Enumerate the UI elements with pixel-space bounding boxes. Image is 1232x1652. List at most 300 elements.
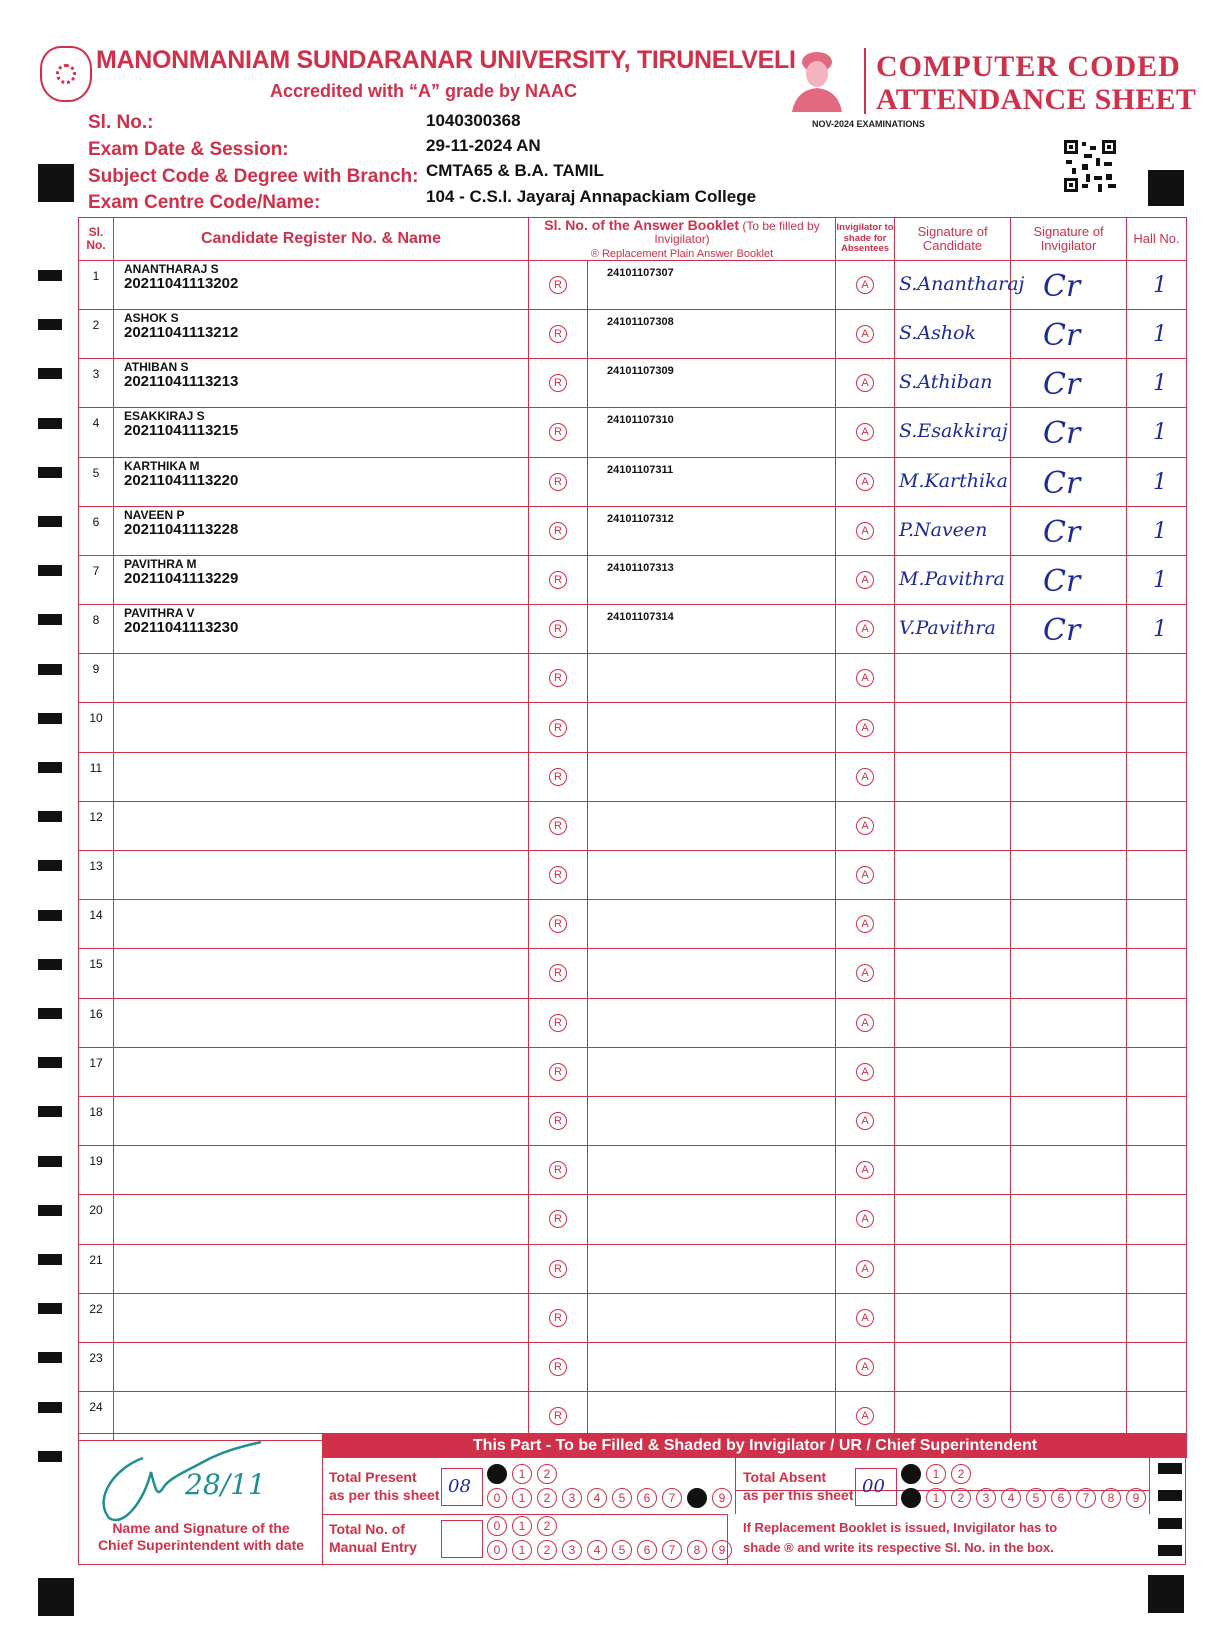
table-row xyxy=(79,949,1187,998)
invigilator-signature-cell xyxy=(1011,1342,1127,1391)
total-present-label-1: Total Present xyxy=(329,1469,417,1485)
replacement-bubble-cell xyxy=(529,1146,588,1195)
absent-bubble[interactable]: A xyxy=(856,1260,874,1278)
timing-mark xyxy=(38,1451,62,1462)
hall-cell xyxy=(1127,752,1187,801)
replacement-bubble[interactable]: R xyxy=(549,1161,567,1179)
absent-bubble[interactable]: A xyxy=(856,423,874,441)
total-absent-box[interactable] xyxy=(855,1468,897,1506)
timing-mark xyxy=(38,418,62,429)
row-candidate-cell xyxy=(114,1244,529,1293)
digit-bubble[interactable]: 9 xyxy=(712,1488,732,1508)
digit-bubble[interactable]: 0 xyxy=(487,1516,507,1536)
row-sl-cell xyxy=(79,752,114,801)
replacement-bubble[interactable]: R xyxy=(549,276,567,294)
attendance-table xyxy=(78,217,1187,1441)
hall-cell xyxy=(1127,949,1187,998)
booklet-cell xyxy=(588,998,836,1047)
digit-bubble[interactable]: 0 xyxy=(901,1464,921,1484)
replacement-bubble[interactable]: R xyxy=(549,1210,567,1228)
row-sl: 12 xyxy=(89,809,103,824)
digit-bubble[interactable]: 8 xyxy=(687,1488,707,1508)
digit-bubble[interactable]: 6 xyxy=(637,1540,657,1560)
booklet-cell xyxy=(588,1047,836,1096)
digit-bubble[interactable]: 0 xyxy=(487,1464,507,1484)
candidate-signature: P.Naveen xyxy=(899,518,988,541)
table-row xyxy=(79,1195,1187,1244)
candidate-signature-cell xyxy=(895,1342,1011,1391)
absent-bubble[interactable]: A xyxy=(856,473,874,491)
candidate-signature: S.Esakkiraj xyxy=(899,420,1008,443)
booklet-cell xyxy=(588,654,836,703)
replacement-bubble-cell xyxy=(529,359,588,408)
table-row xyxy=(79,900,1187,949)
absent-bubble[interactable]: A xyxy=(856,964,874,982)
candidate-signature-cell xyxy=(895,506,1011,555)
replacement-bubble[interactable]: R xyxy=(549,1309,567,1327)
candidate-name: ANANTHARAJ S xyxy=(124,261,219,276)
absent-bubble-cell xyxy=(836,408,895,457)
absent-bubble-cell xyxy=(836,1146,895,1195)
hall-cell xyxy=(1127,1146,1187,1195)
replacement-bubble[interactable]: R xyxy=(549,964,567,982)
absent-bubble-cell xyxy=(836,1293,895,1342)
absent-bubble[interactable]: A xyxy=(856,620,874,638)
row-sl: 5 xyxy=(92,465,100,480)
replacement-bubble[interactable]: R xyxy=(549,768,567,786)
digit-bubble[interactable]: 0 xyxy=(901,1488,921,1508)
invigilator-signature-cell xyxy=(1011,1293,1127,1342)
row-sl-cell xyxy=(79,359,114,408)
timing-mark xyxy=(38,1106,62,1117)
replacement-bubble-cell xyxy=(529,408,588,457)
booklet-cell xyxy=(588,359,836,408)
digit-bubble[interactable]: 2 xyxy=(537,1540,557,1560)
candidate-signature-cell xyxy=(895,555,1011,604)
row-sl-cell xyxy=(79,555,114,604)
digit-bubble[interactable]: 7 xyxy=(662,1488,682,1508)
total-present-label-2: as per this sheet xyxy=(329,1487,440,1503)
absent-bubble-cell xyxy=(836,260,895,309)
replacement-bubble[interactable]: R xyxy=(549,473,567,491)
absent-bubble[interactable]: A xyxy=(856,325,874,343)
absent-bubble[interactable]: A xyxy=(856,768,874,786)
invigilator-signature: Cr xyxy=(1043,268,1081,304)
replacement-bubble[interactable]: R xyxy=(549,1358,567,1376)
table-row xyxy=(79,801,1187,850)
manual-entry-box[interactable] xyxy=(441,1520,483,1558)
exam-session-label: NOV-2024 EXAMINATIONS xyxy=(812,119,925,129)
timing-mark xyxy=(38,1402,62,1413)
row-candidate-cell xyxy=(114,752,529,801)
table-row xyxy=(79,359,1187,408)
absent-units-bubbles xyxy=(901,1488,1146,1508)
replacement-bubble-cell xyxy=(529,457,588,506)
university-logo xyxy=(40,46,92,102)
absent-bubble-cell xyxy=(836,457,895,506)
invigilator-signature-cell xyxy=(1011,1195,1127,1244)
booklet-cell xyxy=(588,408,836,457)
table-row xyxy=(79,506,1187,555)
digit-bubble[interactable]: 1 xyxy=(512,1516,532,1536)
table-row xyxy=(79,851,1187,900)
row-sl-cell xyxy=(79,1195,114,1244)
row-sl: 18 xyxy=(89,1104,103,1119)
replacement-bubble-cell xyxy=(529,1047,588,1096)
digit-bubble[interactable]: 3 xyxy=(976,1488,996,1508)
timing-mark xyxy=(1158,1490,1182,1501)
replacement-bubble-cell xyxy=(529,752,588,801)
absent-bubble[interactable]: A xyxy=(856,1210,874,1228)
subject-label: Subject Code & Degree with Branch: xyxy=(88,166,419,187)
booklet-cell xyxy=(588,457,836,506)
absent-bubble[interactable]: A xyxy=(856,276,874,294)
candidate-register-no: 20211041113220 xyxy=(124,471,239,489)
hall-cell xyxy=(1127,1244,1187,1293)
row-sl: 22 xyxy=(89,1301,103,1316)
hall-number: 1 xyxy=(1153,617,1168,643)
replacement-note-line2: shade ® and write its respective Sl. No. in the box. xyxy=(743,1540,1054,1555)
timing-mark xyxy=(38,1254,62,1265)
header-candidate: Candidate Register No. & Name xyxy=(114,218,529,261)
absent-bubble-cell xyxy=(836,801,895,850)
table-row xyxy=(79,998,1187,1047)
header-sig-invigilator: Signature of Invigilator xyxy=(1011,218,1127,261)
header-booklet-note: (To be filled by Invigilator) xyxy=(654,219,820,247)
table-row xyxy=(79,555,1187,604)
candidate-signature-cell xyxy=(895,1244,1011,1293)
candidate-signature: V.Pavithra xyxy=(899,617,996,640)
digit-bubble[interactable]: 2 xyxy=(537,1488,557,1508)
hall-cell xyxy=(1127,555,1187,604)
footer-divider xyxy=(1149,1458,1150,1514)
absent-bubble[interactable]: A xyxy=(856,915,874,933)
candidate-signature-cell xyxy=(895,408,1011,457)
row-sl-cell xyxy=(79,851,114,900)
replacement-bubble[interactable]: R xyxy=(549,915,567,933)
replacement-bubble[interactable]: R xyxy=(549,374,567,392)
booklet-number: 24101107311 xyxy=(607,463,674,476)
digit-bubble[interactable]: 5 xyxy=(1026,1488,1046,1508)
candidate-signature: M.Pavithra xyxy=(899,567,1005,590)
timing-mark xyxy=(38,664,62,675)
absent-bubble[interactable]: A xyxy=(856,1309,874,1327)
booklet-cell xyxy=(588,851,836,900)
digit-bubble[interactable]: 3 xyxy=(562,1488,582,1508)
row-candidate-cell xyxy=(114,309,529,358)
replacement-bubble-cell xyxy=(529,654,588,703)
row-sl: 16 xyxy=(89,1006,103,1021)
candidate-register-no: 20211041113229 xyxy=(124,569,239,587)
footer-band-title: This Part - To be Filled & Shaded by Invigilator / UR / Chief Superintendent xyxy=(323,1434,1187,1458)
candidate-signature: M.Karthika xyxy=(899,469,1008,492)
invigilator-signature-cell xyxy=(1011,506,1127,555)
replacement-bubble[interactable]: R xyxy=(549,669,567,687)
replacement-bubble-cell xyxy=(529,1244,588,1293)
digit-bubble[interactable]: 1 xyxy=(926,1464,946,1484)
invigilator-signature-cell xyxy=(1011,703,1127,752)
timing-mark xyxy=(38,860,62,871)
row-sl: 17 xyxy=(89,1055,103,1070)
digit-bubble[interactable]: 7 xyxy=(1076,1488,1096,1508)
replacement-bubble-cell xyxy=(529,949,588,998)
row-sl: 9 xyxy=(92,662,100,677)
candidate-signature-cell xyxy=(895,654,1011,703)
booklet-number: 24101107310 xyxy=(607,414,674,427)
digit-bubble[interactable]: 1 xyxy=(926,1488,946,1508)
invigilator-signature: Cr xyxy=(1043,563,1081,599)
row-candidate-cell xyxy=(114,703,529,752)
hall-cell xyxy=(1127,359,1187,408)
row-sl-cell xyxy=(79,998,114,1047)
centre-label: Exam Centre Code/Name: xyxy=(88,192,321,213)
digit-bubble[interactable]: 3 xyxy=(562,1540,582,1560)
row-sl: 20 xyxy=(89,1203,103,1218)
total-present-box[interactable] xyxy=(441,1468,483,1506)
absent-bubble[interactable]: A xyxy=(856,817,874,835)
invigilator-signature-cell xyxy=(1011,1047,1127,1096)
invigilator-signature-cell xyxy=(1011,1244,1127,1293)
total-present-value: 08 xyxy=(448,1476,471,1497)
digit-bubble[interactable]: 6 xyxy=(1051,1488,1071,1508)
candidate-register-no: 20211041113228 xyxy=(124,520,239,538)
row-sl: 1 xyxy=(92,268,100,283)
replacement-bubble[interactable]: R xyxy=(549,817,567,835)
row-sl: 24 xyxy=(89,1400,103,1415)
row-sl: 2 xyxy=(92,317,100,332)
row-candidate-cell xyxy=(114,260,529,309)
invigilator-signature-cell xyxy=(1011,605,1127,654)
invigilator-signature-cell xyxy=(1011,801,1127,850)
digit-bubble[interactable]: 9 xyxy=(1126,1488,1146,1508)
absent-bubble[interactable]: A xyxy=(856,374,874,392)
absent-bubble-cell xyxy=(836,654,895,703)
table-row xyxy=(79,1342,1187,1391)
absent-bubble-cell xyxy=(836,555,895,604)
row-candidate-cell xyxy=(114,457,529,506)
digit-bubble[interactable]: 5 xyxy=(612,1488,632,1508)
absent-bubble[interactable]: A xyxy=(856,571,874,589)
subject-value: CMTA65 & B.A. TAMIL xyxy=(426,161,604,180)
chief-superintendent-box xyxy=(79,1434,323,1564)
table-row xyxy=(79,1146,1187,1195)
booklet-cell xyxy=(588,1342,836,1391)
replacement-bubble[interactable]: R xyxy=(549,1112,567,1130)
replacement-bubble[interactable]: R xyxy=(549,325,567,343)
invigilator-signature: Cr xyxy=(1043,465,1081,501)
digit-bubble[interactable]: 5 xyxy=(612,1540,632,1560)
table-header-row xyxy=(79,218,1187,261)
booklet-cell xyxy=(588,260,836,309)
replacement-bubble-cell xyxy=(529,260,588,309)
digit-bubble[interactable]: 7 xyxy=(662,1540,682,1560)
absent-bubble-cell xyxy=(836,359,895,408)
absent-bubble[interactable]: A xyxy=(856,866,874,884)
hall-number: 1 xyxy=(1153,371,1168,397)
centre-value: 104 - C.S.I. Jayaraj Annapackiam College xyxy=(426,187,757,206)
digit-bubble[interactable]: 1 xyxy=(512,1540,532,1560)
absent-bubble[interactable]: A xyxy=(856,669,874,687)
row-sl: 6 xyxy=(92,514,100,529)
digit-bubble[interactable]: 2 xyxy=(951,1464,971,1484)
timing-mark xyxy=(38,1008,62,1019)
digit-bubble[interactable]: 4 xyxy=(1001,1488,1021,1508)
hall-cell xyxy=(1127,1096,1187,1145)
row-candidate-cell xyxy=(114,359,529,408)
exam-date-label: Exam Date & Session: xyxy=(88,139,289,160)
row-sl-cell xyxy=(79,1342,114,1391)
digit-bubble[interactable]: 2 xyxy=(537,1464,557,1484)
chief-superintendent-signature xyxy=(85,1428,275,1532)
present-tens-bubbles xyxy=(487,1464,557,1484)
absent-bubble[interactable]: A xyxy=(856,1112,874,1130)
absent-bubble-cell xyxy=(836,703,895,752)
absent-bubble[interactable]: A xyxy=(856,1014,874,1032)
invigilator-signature-cell xyxy=(1011,949,1127,998)
absent-bubble-cell xyxy=(836,1195,895,1244)
cs-date: 28/11 xyxy=(185,1468,266,1501)
digit-bubble[interactable]: 6 xyxy=(637,1488,657,1508)
row-sl: 10 xyxy=(89,711,103,726)
timing-mark xyxy=(38,713,62,724)
booklet-cell xyxy=(588,555,836,604)
header-sig-candidate: Signature of Candidate xyxy=(895,218,1011,261)
digit-bubble[interactable]: 2 xyxy=(951,1488,971,1508)
candidate-signature-cell xyxy=(895,949,1011,998)
row-sl: 14 xyxy=(89,908,103,923)
booklet-number: 24101107313 xyxy=(607,561,674,574)
table-row xyxy=(79,654,1187,703)
digit-bubble[interactable]: 8 xyxy=(1101,1488,1121,1508)
row-sl-cell xyxy=(79,801,114,850)
absent-bubble-cell xyxy=(836,900,895,949)
candidate-signature-cell xyxy=(895,1293,1011,1342)
candidate-signature-cell xyxy=(895,605,1011,654)
candidate-signature: S.Anantharaj xyxy=(899,272,1025,295)
candidate-register-no: 20211041113215 xyxy=(124,422,239,440)
digit-bubble[interactable]: 4 xyxy=(587,1488,607,1508)
digit-bubble[interactable]: 0 xyxy=(487,1488,507,1508)
candidate-signature-cell xyxy=(895,1047,1011,1096)
manual-tens-bubbles xyxy=(487,1516,557,1536)
invigilator-signature-cell xyxy=(1011,309,1127,358)
manual-units-bubbles xyxy=(487,1540,732,1560)
candidate-name: KARTHIKA M xyxy=(124,458,200,473)
exam-date-value: 29-11-2024 AN xyxy=(426,136,541,155)
replacement-bubble[interactable]: R xyxy=(549,620,567,638)
candidate-signature-cell xyxy=(895,1195,1011,1244)
replacement-bubble[interactable]: R xyxy=(549,1014,567,1032)
absent-bubble[interactable]: A xyxy=(856,1063,874,1081)
replacement-bubble-cell xyxy=(529,998,588,1047)
replacement-bubble[interactable]: R xyxy=(549,1063,567,1081)
booklet-cell xyxy=(588,752,836,801)
digit-bubble[interactable]: 8 xyxy=(687,1540,707,1560)
invigilator-signature-cell xyxy=(1011,654,1127,703)
total-absent-label-1: Total Absent xyxy=(743,1469,827,1485)
cs-label-line2: Chief Superintendent with date xyxy=(97,1537,305,1553)
candidate-signature-cell xyxy=(895,359,1011,408)
booklet-cell xyxy=(588,900,836,949)
row-sl-cell xyxy=(79,1047,114,1096)
row-sl-cell xyxy=(79,703,114,752)
candidate-name: ASHOK S xyxy=(124,310,179,325)
invigilator-signature: Cr xyxy=(1043,416,1081,452)
table-row xyxy=(79,309,1187,358)
candidate-name: NAVEEN P xyxy=(124,507,185,522)
replacement-bubble[interactable]: R xyxy=(549,571,567,589)
row-candidate-cell xyxy=(114,654,529,703)
replacement-bubble[interactable]: R xyxy=(549,1407,567,1425)
table-row xyxy=(79,457,1187,506)
hall-number: 1 xyxy=(1153,321,1168,347)
booklet-number: 24101107307 xyxy=(607,266,674,279)
digit-bubble[interactable]: 1 xyxy=(512,1488,532,1508)
digit-bubble[interactable]: 9 xyxy=(712,1540,732,1560)
table-row xyxy=(79,260,1187,309)
absent-bubble[interactable]: A xyxy=(856,1161,874,1179)
booklet-cell xyxy=(588,703,836,752)
absent-bubble-cell xyxy=(836,998,895,1047)
digit-bubble[interactable]: 2 xyxy=(537,1516,557,1536)
digit-bubble[interactable]: 4 xyxy=(587,1540,607,1560)
absent-bubble[interactable]: A xyxy=(856,719,874,737)
replacement-bubble[interactable]: R xyxy=(549,719,567,737)
row-candidate-cell xyxy=(114,801,529,850)
invigilator-signature-cell xyxy=(1011,752,1127,801)
hall-cell xyxy=(1127,260,1187,309)
replacement-bubble[interactable]: R xyxy=(549,522,567,540)
hall-cell xyxy=(1127,1047,1187,1096)
table-row xyxy=(79,752,1187,801)
registration-mark xyxy=(1148,170,1184,206)
absent-bubble-cell xyxy=(836,1047,895,1096)
absent-tens-bubbles xyxy=(901,1464,971,1484)
digit-bubble[interactable]: 0 xyxy=(487,1540,507,1560)
replacement-bubble[interactable]: R xyxy=(549,1260,567,1278)
invigilator-signature: Cr xyxy=(1043,317,1081,353)
table-row xyxy=(79,1096,1187,1145)
invigilator-signature-cell xyxy=(1011,998,1127,1047)
sheet-title-line2: ATTENDANCE SHEET xyxy=(876,83,1197,116)
hall-cell xyxy=(1127,1342,1187,1391)
replacement-bubble[interactable]: R xyxy=(549,866,567,884)
candidate-signature-cell xyxy=(895,457,1011,506)
table-row xyxy=(79,703,1187,752)
absent-bubble[interactable]: A xyxy=(856,1407,874,1425)
row-sl: 8 xyxy=(92,613,100,628)
header-replacement: ® Replacement Plain Answer Booklet xyxy=(590,247,774,260)
timing-mark xyxy=(38,368,62,379)
row-sl-cell xyxy=(79,654,114,703)
total-absent-label-2: as per this sheet xyxy=(743,1487,854,1503)
footer-divider xyxy=(735,1458,736,1514)
row-sl-cell xyxy=(79,900,114,949)
booklet-cell xyxy=(588,605,836,654)
table-row xyxy=(79,408,1187,457)
candidate-signature-cell xyxy=(895,801,1011,850)
university-name: MANONMANIAM SUNDARANAR UNIVERSITY, TIRUNELVELI xyxy=(96,46,796,74)
absent-bubble[interactable]: A xyxy=(856,522,874,540)
absent-bubble[interactable]: A xyxy=(856,1358,874,1376)
timing-mark xyxy=(38,565,62,576)
invigilator-signature-cell xyxy=(1011,359,1127,408)
timing-mark xyxy=(38,1057,62,1068)
digit-bubble[interactable]: 1 xyxy=(512,1464,532,1484)
replacement-bubble[interactable]: R xyxy=(549,423,567,441)
booklet-number: 24101107314 xyxy=(607,611,674,624)
timing-mark xyxy=(38,959,62,970)
